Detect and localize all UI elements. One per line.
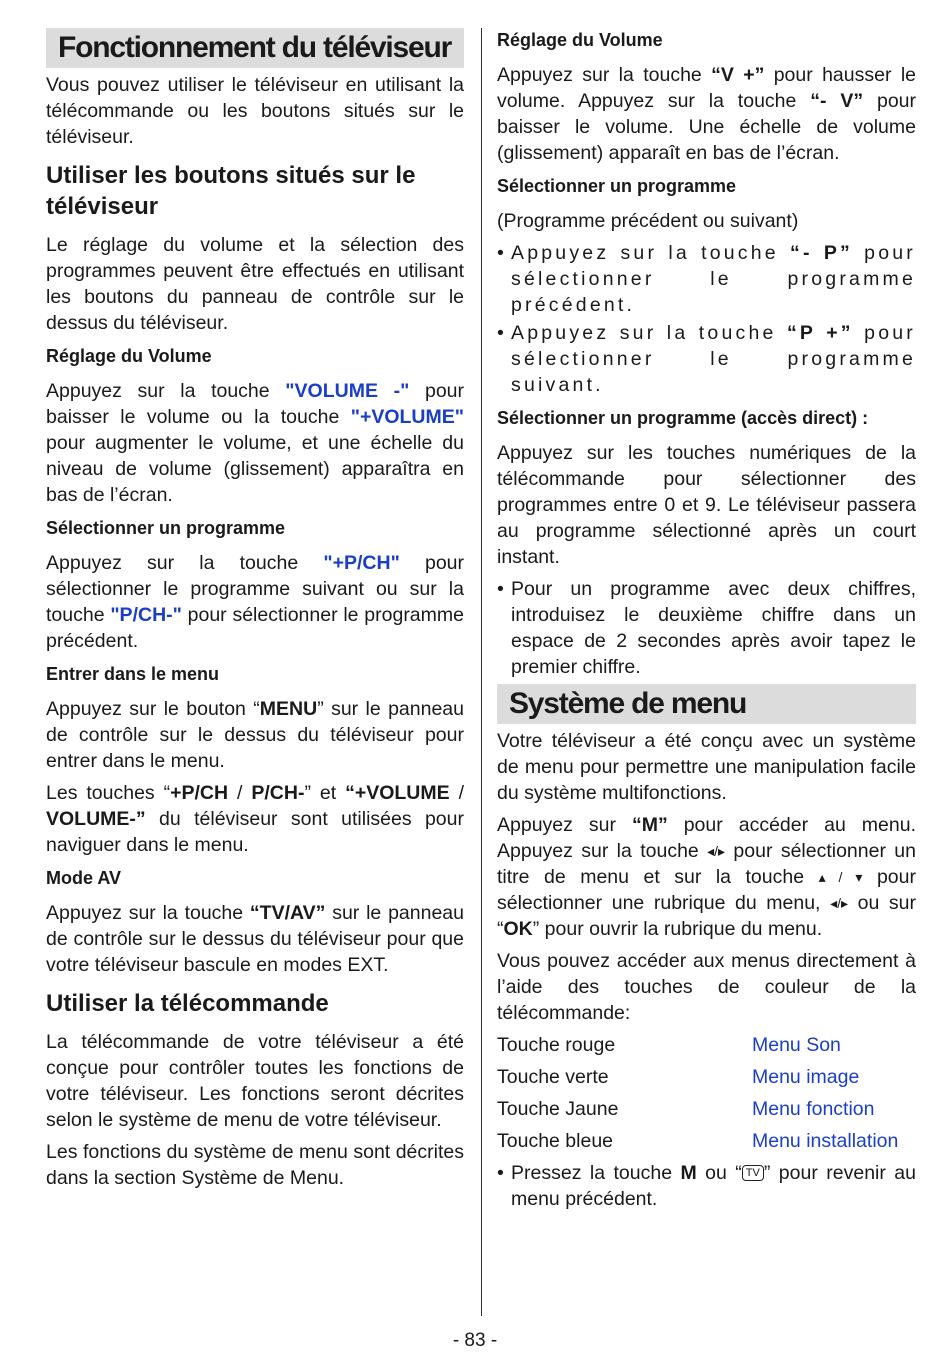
color-keys-table (497, 1032, 916, 1154)
paragraph-volume: Appuyez sur la touche "VOLUME -" pour baisser le volume ou la touche "+VOLUME" pour augmenter le volume, et une échelle du niveau de volume (glissement) apparaîtra en bas de l’écran. (46, 380, 464, 506)
heading-program-remote: Sélectionner un programme (497, 176, 737, 196)
color-key-row: Touche rouge Menu Son (497, 1034, 841, 1056)
color-key-row: Touche Jaune Menu fonction (497, 1098, 875, 1120)
program-note: (Programme précédent ou suivant) (497, 210, 799, 232)
up-down-arrow-icon: ▴ / ▾ (818, 869, 863, 885)
paragraph-menu-system-1: Votre téléviseur a été conçu avec un système de menu pour permettre une manipulation facile du système multifonctions. (497, 730, 916, 804)
paragraph-menu-system-2: Appuyez sur “M” pour accéder au menu. Appuyez sur la touche ◂/▸ pour sélectionner un titre de menu et sur la touche ▴ / ▾ pour sélectionner une rubrique du menu, ◂/▸ ou sur “OK” pour ouvrir la rubrique du menu. (497, 814, 917, 940)
paragraph-enter-menu-2: Les touches “+P/CH / P/CH-” et “+VOLUME / VOLUME-” du téléviseur sont utilisées pour naviguer dans le menu. (46, 782, 464, 856)
bullet-prev-program: • Appuyez sur la touche “- P” pour sélectionner le programme précédent. (497, 240, 916, 318)
paragraph-menu-system-3: Vous pouvez accéder aux menus directement à l’aide des touches de couleur de la télécommande: (497, 950, 916, 1024)
heading-enter-menu: Entrer dans le menu (46, 664, 220, 684)
heading-volume: Réglage du Volume (46, 346, 212, 366)
right-column (497, 28, 916, 1214)
heading-direct-access: Sélectionner un programme (accès direct) : (497, 408, 869, 428)
key-pch-plus: "+P/CH" (323, 552, 400, 574)
column-divider (481, 28, 482, 1316)
heading-av-mode: Mode AV (46, 868, 121, 888)
color-key-row: Touche bleue Menu installation (497, 1130, 899, 1152)
heading-tv-buttons: Utiliser les boutons situés sur le téléviseur (46, 162, 416, 220)
paragraph-program: Appuyez sur la touche "+P/CH" pour sélectionner le programme suivant ou sur la touche "P/CH-" pour sélectionner le programme précédent. (46, 552, 464, 652)
left-right-arrow-icon: ◂/▸ (707, 843, 726, 859)
key-volume-minus: "VOLUME -" (285, 380, 410, 402)
key-pch-minus: "P/CH-" (110, 604, 182, 626)
paragraph-direct-access: Appuyez sur les touches numériques de la télécommande pour sélectionner des programmes entre 0 et 9. Le téléviseur passera au programme sélectionné après un court instant. (497, 442, 916, 568)
bullet-next-program: • Appuyez sur la touche “P +” pour sélectionner le programme suivant. (497, 320, 916, 398)
page-number: - 83 - (452, 1330, 498, 1351)
bullet-two-digits: • Pour un programme avec deux chiffres, introduisez le deuxième chiffre dans un espace de 2 secondes après avoir tapez le premier chiffre. (497, 576, 916, 680)
paragraph-av-mode: Appuyez sur la touche “TV/AV” sur le panneau de contrôle sur le dessus du téléviseur pour que votre téléviseur bascule en modes EXT. (46, 902, 464, 976)
key-volume-plus: "+VOLUME" (350, 406, 464, 428)
tv-key-icon: TV (742, 1165, 764, 1181)
color-key-row: Touche verte Menu image (497, 1066, 860, 1088)
heading-volume-remote: Réglage du Volume (497, 30, 663, 50)
paragraph-tv-buttons: Le réglage du volume et la sélection des programmes peuvent être effectués en utilisant les boutons du panneau de contrôle sur le dessus du téléviseur. (46, 234, 464, 334)
paragraph-enter-menu-1: Appuyez sur le bouton “MENU” sur le panneau de contrôle sur le dessus du téléviseur pour entrer dans le menu. (46, 698, 464, 772)
paragraph-remote-2: Les fonctions du système de menu sont décrites dans la section Système de Menu. (46, 1141, 464, 1189)
left-column (46, 28, 464, 1197)
left-right-arrow-icon: ◂/▸ (830, 895, 849, 911)
heading-remote: Utiliser la télécommande (46, 990, 329, 1017)
paragraph-remote-1: La télécommande de votre téléviseur a été conçue pour contrôler toutes les fonctions de votre téléviseur. Les fonctions seront décrites selon le système de menu de votre téléviseur. (46, 1031, 464, 1131)
bullet-return-menu: • Pressez la touche M ou “ TV ” pour revenir au menu précédent. (497, 1160, 916, 1212)
section-banner-operation: Fonctionnement du téléviseur (46, 28, 464, 68)
intro-paragraph: Vous pouvez utiliser le téléviseur en utilisant la télécommande ou les boutons situés sur le téléviseur. (46, 74, 464, 148)
heading-program: Sélectionner un programme (46, 518, 286, 538)
paragraph-volume-remote: Appuyez sur la touche “V +” pour hausser le volume. Appuyez sur la touche “- V” pour baisser le volume. Une échelle de volume (glissement) apparaît en bas de l’écran. (497, 64, 917, 164)
section-banner-menu-system: Système de menu (497, 684, 916, 724)
